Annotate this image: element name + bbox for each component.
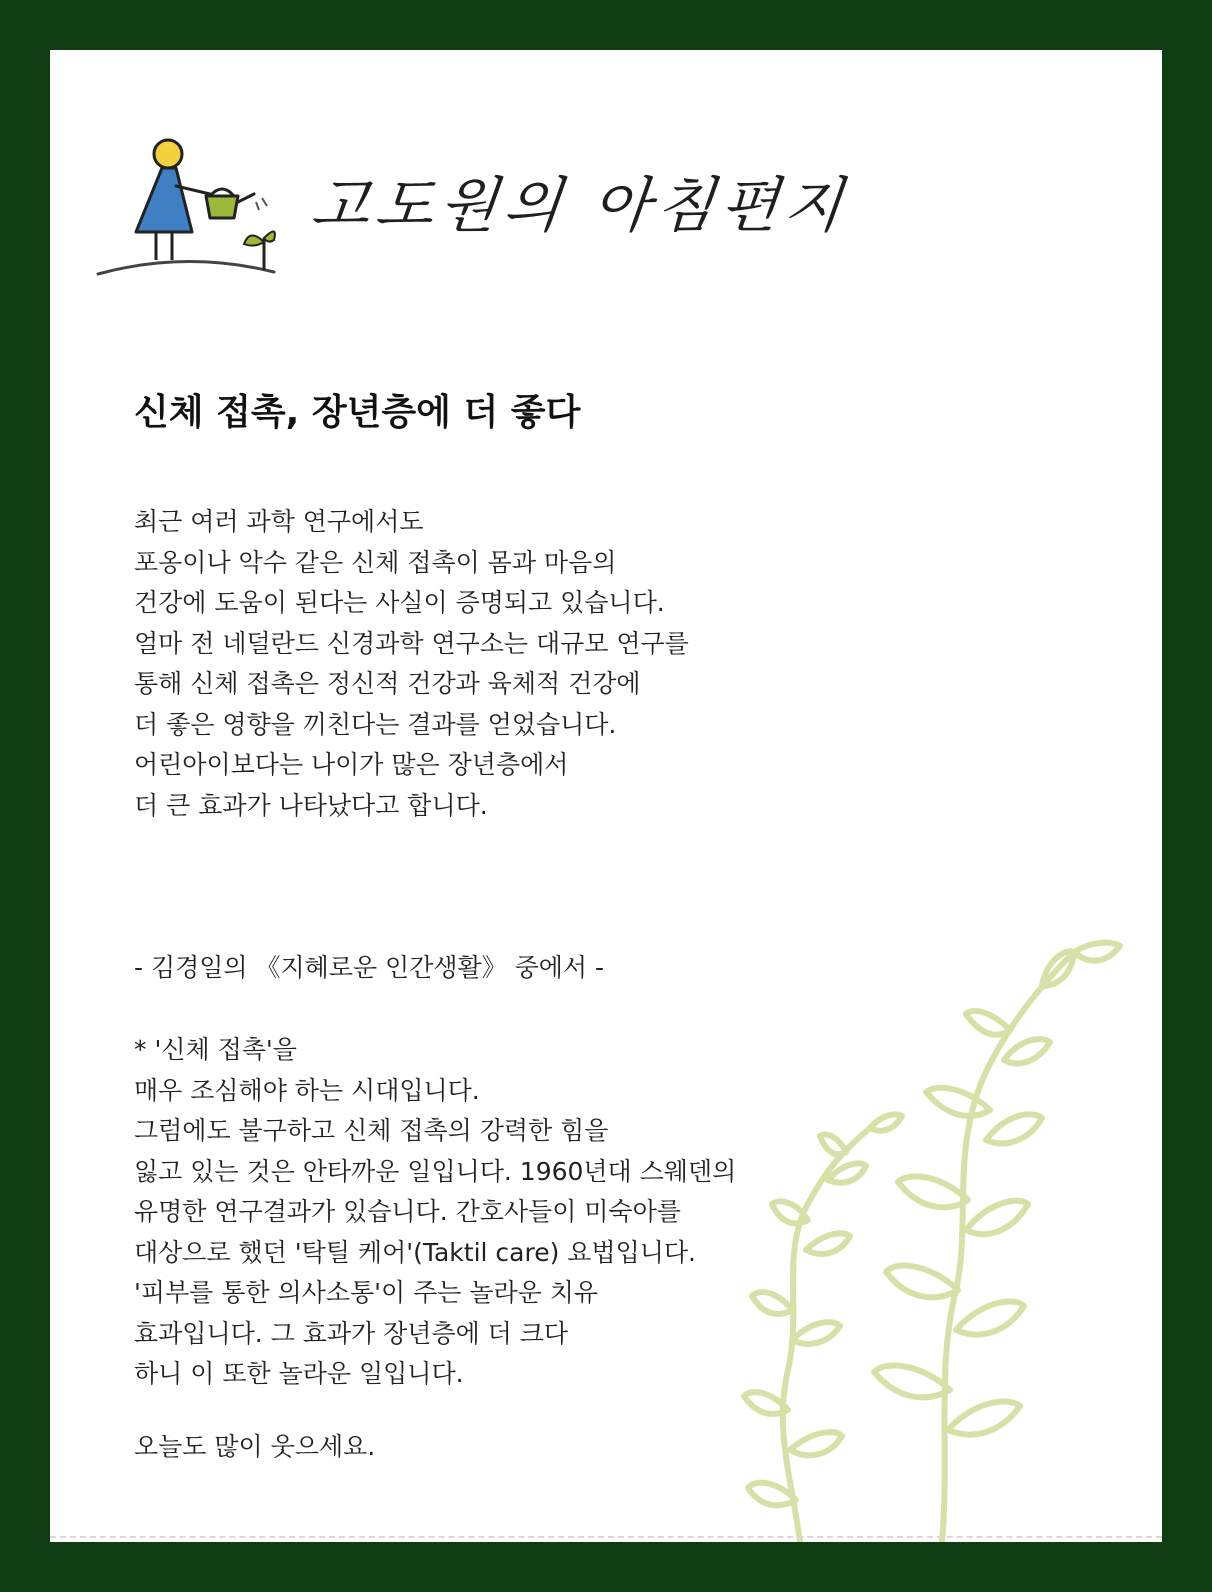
body-line: 최근 여러 과학 연구에서도 xyxy=(134,507,424,536)
body-line: * '신체 접촉'을 xyxy=(134,1035,297,1064)
body-line: 효과입니다. 그 효과가 장년층에 더 크다 xyxy=(134,1318,569,1348)
gardener-watering-sprout-icon xyxy=(96,138,276,288)
article-paragraph-1 xyxy=(134,502,689,826)
body-line: 더 큰 효과가 나타났다고 합니다. xyxy=(134,790,488,820)
body-line: 잃고 있는 것은 안타까운 일입니다. 1960년대 스웨덴의 xyxy=(134,1156,737,1186)
body-line: 건강에 도움이 된다는 사실이 증명되고 있습니다. xyxy=(134,588,665,617)
bottom-divider xyxy=(50,1536,1162,1538)
body-line: 대상으로 했던 '탁틸 케어'(Taktil care) 요법입니다. xyxy=(134,1237,696,1267)
article-headline: 신체 접촉, 장년층에 더 좋다 xyxy=(134,392,581,433)
body-line: 어린아이보다는 나이가 많은 장년층에서 xyxy=(134,750,569,779)
body-line: 하니 이 또한 놀라운 일입니다. xyxy=(134,1359,464,1388)
body-line: 통해 신체 접촉은 정신적 건강과 육체적 건강에 xyxy=(134,669,641,698)
source-citation: - 김경일의 《지혜로운 인간생활》 중에서 - xyxy=(134,953,605,982)
letter-page xyxy=(50,50,1162,1542)
article-paragraph-2 xyxy=(134,1030,736,1395)
body-line: 매우 조심해야 하는 시대입니다. xyxy=(134,1075,480,1105)
brand-title: 고도원의 아침편지 xyxy=(307,171,852,241)
body-line: 포옹이나 악수 같은 신체 접촉이 몸과 마음의 xyxy=(134,547,617,577)
body-line: '피부를 통한 의사소통'이 주는 놀라운 치유 xyxy=(134,1278,599,1307)
closing-line: 오늘도 많이 웃으세요. xyxy=(134,1432,376,1461)
body-line: 그럼에도 불구하고 신체 접촉의 강력한 힘을 xyxy=(134,1116,609,1145)
vine-leaves-decoration xyxy=(710,890,1162,1542)
body-line: 얼마 전 네덜란드 신경과학 연구소는 대규모 연구를 xyxy=(134,628,689,658)
body-line: 유명한 연구결과가 있습니다. 간호사들이 미숙아를 xyxy=(134,1197,681,1226)
body-line: 더 좋은 영향을 끼친다는 결과를 얻었습니다. xyxy=(134,709,617,739)
